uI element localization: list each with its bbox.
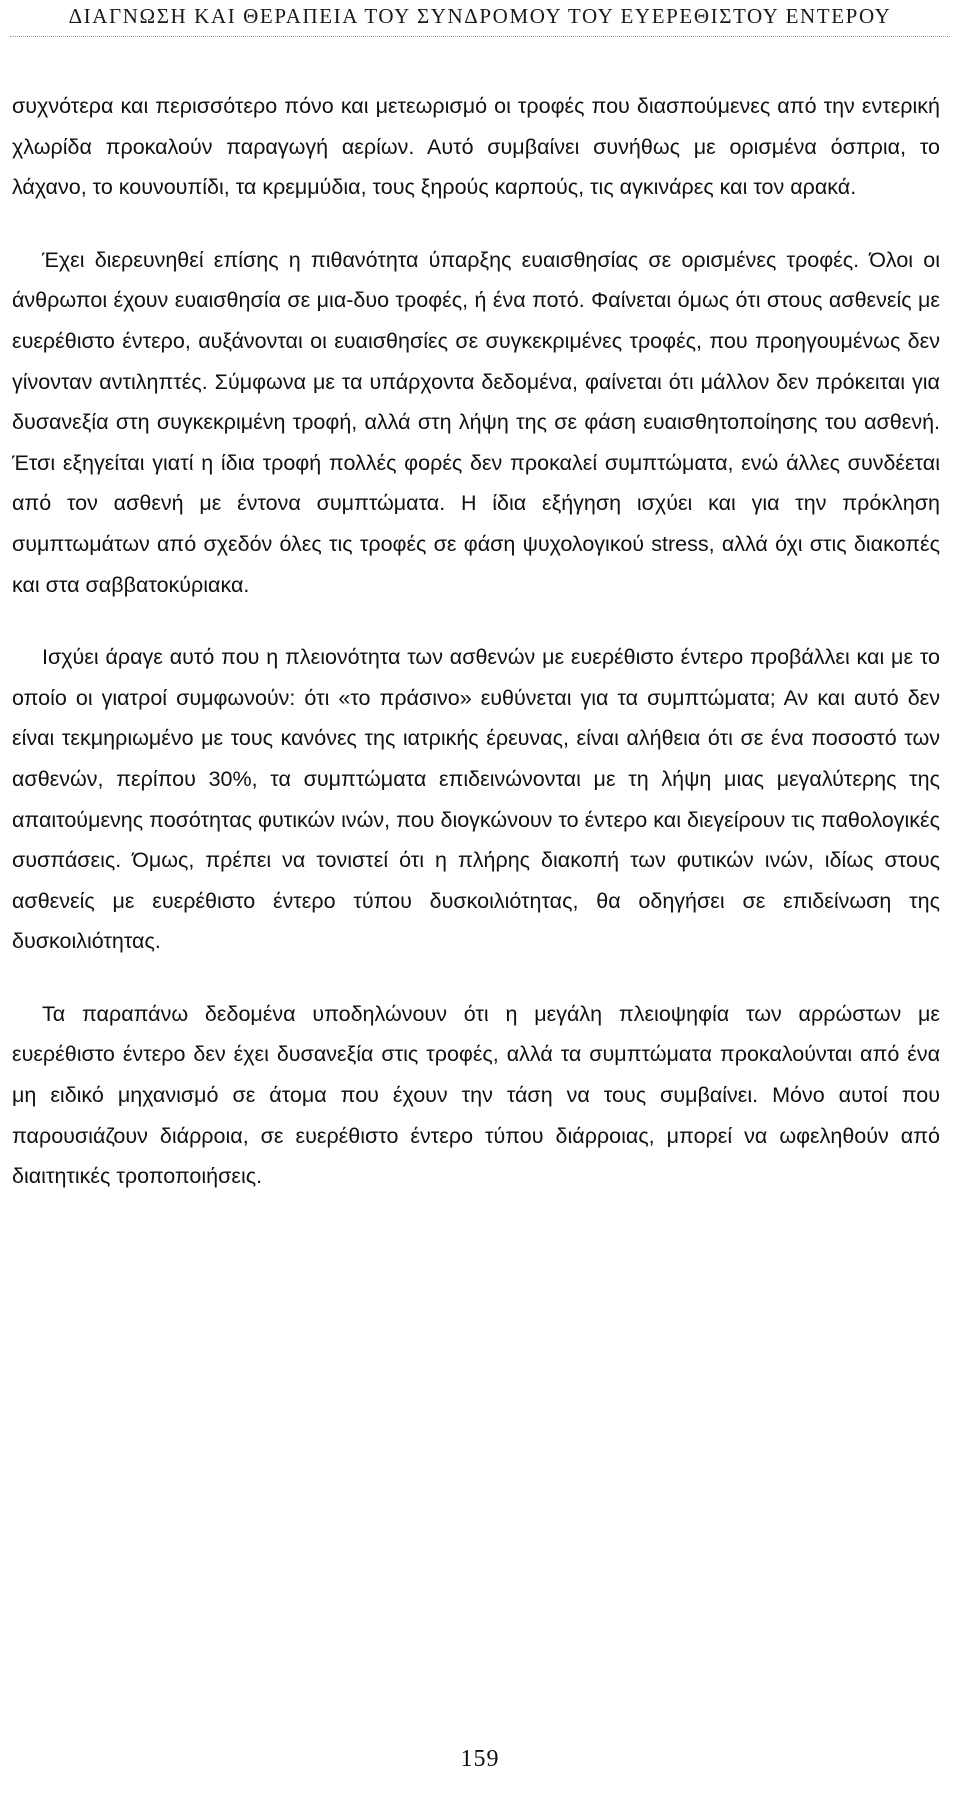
running-header: ΔΙΑΓΝΩΣΗ ΚΑΙ ΘΕΡΑΠΕΙΑ ΤΟΥ ΣΥΝΔΡΟΜΟΥ ΤΟΥ ΕΥΕΡΕΘΙΣΤΟΥ ΕΝΤΕΡΟΥ <box>68 4 892 28</box>
paragraph: Ισχύει άραγε αυτό που η πλειονότητα των ασθενών με ευερέθιστο έντερο προβάλλει και με το οποίο οι γιατροί συμφωνούν: ότι «το πράσινο» ευθύνεται για τα συμπτώματα; Αν και αυτό δεν είναι τεκμηριωμένο με τους κανόνες της ιατρικής έρευνας, είναι αλήθεια ότι σε ένα ποσοστό των ασθενών, περίπου 30%, τα συμπτώματα επιδεινώνονται με τη λήψη μιας μεγαλύτερης της απαιτούμενης ποσότητας φυτικών ινών, που διογκώνουν το έντερο και διεγείρουν τις παθολογικές συσπάσεις. Όμως, πρέπει να τονιστεί ότι η πλήρης διακοπή των φυτικών ινών, ιδίως στους ασθενείς με ευερέθιστο έντερο τύπου δυσκοιλιότητας, θα οδηγήσει σε επιδείνωση της δυσκοιλιότητας. <box>12 645 940 954</box>
paragraph-continuation: συχνότερα και περισσότερο πόνο και μετεωρισμό οι τροφές που διασπούμενες από την εντερική χλωρίδα προκαλούν παραγωγή αερίων. Αυτό συμβαίνει συνήθως με ορισμένα όσπρια, το λάχανο, το κουνουπίδι, τα κρεμμύδια, τους ξηρούς καρπούς, τις αγκινάρες και τον αρακά. <box>12 94 940 200</box>
page-body <box>12 86 940 1197</box>
paragraph: Έχει διερευνηθεί επίσης η πιθανότητα ύπαρξης ευαισθησίας σε ορισμένες τροφές. Όλοι οι άνθρωποι έχουν ευαισθησία σε μια-δυο τροφές, ή ένα ποτό. Φαίνεται όμως ότι στους ασθενείς με ευερέθιστο έντερο, αυξάνονται οι ευαισθησίες σε συγκεκριμένες τροφές, που προηγουμένως δεν γίνονταν αντιληπτές. Σύμφωνα με τα υπάρχοντα δεδομένα, φαίνεται ότι μάλλον δεν πρόκειται για δυσανεξία στη συγκεκριμένη τροφή, αλλά στη λήψη της σε φάση ευαισθητοποίησης του ασθενή. Έτσι εξηγείται γιατί η ίδια τροφή πολλές φορές δεν προκαλεί συμπτώματα, ενώ άλλες συνδέεται από τον ασθενή με έντονα συμπτώματα. Η ίδια εξήγηση ισχύει και για την πρόκληση συμπτωμάτων από σχεδόν όλες τις τροφές σε φάση ψυχολογικού stress, αλλά όχι στις διακοπές και στα σαββατοκύριακα. <box>12 247 940 597</box>
page-number: 159 <box>460 1746 500 1772</box>
paragraph: Τα παραπάνω δεδομένα υποδηλώνουν ότι η μεγάλη πλειοψηφία των αρρώστων με ευερέθιστο έντερο δεν έχει δυσανεξία στις τροφές, αλλά τα συμπτώματα προκαλούνται από ένα μη ειδικό μηχανισμό σε άτομα που έχουν την τάση να τους συμβαίνει. Μόνο αυτοί που παρουσιάζουν διάρροια, σε ευερέθιστο έντερο τύπου διάρροιας, μπορεί να ωφεληθούν από διαιτητικές τροποποιήσεις. <box>12 1001 940 1189</box>
header-divider <box>10 36 950 37</box>
